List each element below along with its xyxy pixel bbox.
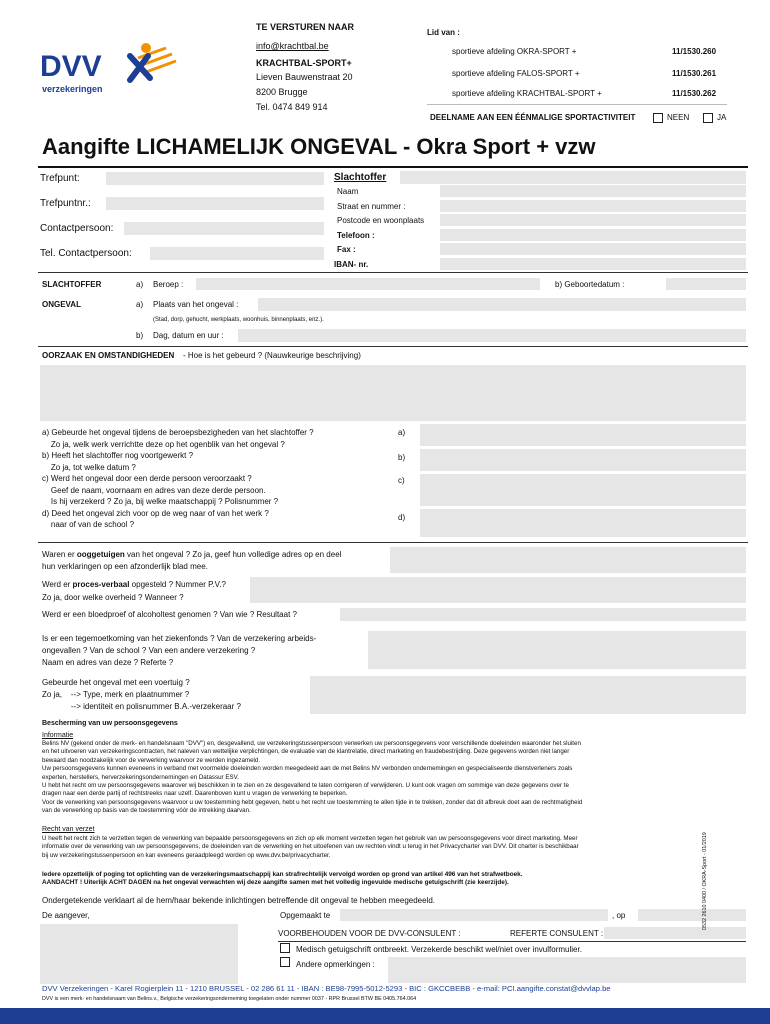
privacy-recht-line: bij uw verzekeringstussenpersoon en kan eveneens geraadpleegd worden op www.dvv.be/privacycharter. [42, 851, 331, 859]
voertuig-line-3: --> identiteit en polisnummer B.A.-verzekeraar ? [42, 702, 241, 711]
referte-label: REFERTE CONSULENT : [510, 929, 604, 938]
contactpersoon-field[interactable] [124, 222, 324, 235]
sign-intro: Ondergetekende verklaart al de hem/haar bekende inlichtingen betreffende dit ongeval te hebben meegedeeld. [42, 896, 436, 905]
header-divider [427, 104, 727, 105]
section-rule-1 [38, 272, 748, 273]
voorbehouden-label: VOORBEHOUDEN VOOR DE DVV-CONSULENT : [278, 929, 461, 938]
send-to-tel: Tel. 0474 849 914 [256, 102, 328, 112]
svg-text:DVV: DVV [40, 50, 102, 83]
member-row-1: sportieve afdeling OKRA-SPORT + [452, 47, 577, 56]
answer-c-field[interactable] [420, 474, 746, 506]
getuigen-line-1 [42, 550, 341, 560]
ongeval-a: a) [136, 300, 144, 309]
dag-label: Dag, datum en uur : [153, 331, 224, 340]
opmerkingen-field[interactable] [388, 957, 746, 983]
answer-c-label: c) [398, 476, 405, 485]
footer-line-1: DVV Verzekeringen - Karel Rogierplein 11 - 1210 BRUSSEL - 02 286 61 11 - IBAN : BE98-7995-5012-5293 - BIC : GKCCBEBB - e-mail: PCI.aangifte.constat@dvvlap.be [42, 984, 611, 993]
geboortedatum-field[interactable] [666, 278, 746, 290]
answer-d-label: d) [398, 513, 406, 522]
answer-a-field[interactable] [420, 424, 746, 446]
referte-field[interactable] [604, 927, 746, 939]
trefpunt-field[interactable] [106, 172, 324, 185]
logo-subtext: verzekeringen [42, 84, 103, 94]
privacy-info-text [42, 740, 754, 816]
victim-header-field[interactable] [400, 171, 746, 184]
consulent-rule [278, 941, 746, 942]
questions-block [42, 427, 392, 531]
getuigen-line-2: hun verklaringen op een afzonderlijk blad mee. [42, 562, 208, 571]
section-rule-3 [38, 542, 748, 543]
op-label: , op [612, 911, 626, 920]
question-line: c) Werd het ongeval door een derde persoon veroorzaakt ? [42, 474, 252, 483]
question-line: naar of van de school ? [42, 520, 135, 529]
victim-postcode-field[interactable] [440, 214, 746, 226]
opgemaakt-label: Opgemaakt te [280, 911, 331, 920]
ongeval-label: ONGEVAL [42, 300, 81, 309]
title-rule [38, 166, 748, 168]
answer-b-field[interactable] [420, 449, 746, 471]
contactpersoon-label: Contactpersoon: [40, 223, 114, 234]
victim-iban-field[interactable] [440, 258, 746, 270]
geboortedatum-label: b) Geboortedatum : [555, 280, 625, 289]
victim-iban-label: IBAN- nr. [334, 260, 369, 269]
page-title: Aangifte LICHAMELIJK ONGEVAL - Okra Sport + vzw [42, 134, 596, 159]
trefpuntnr-field[interactable] [106, 197, 324, 210]
victim-street-field[interactable] [440, 200, 746, 212]
footer-line-2: DVV is een merk- en handelsnaam van Belins.v., Belgische verzekeringsonderneming toegelaten onder nummer 0037 - RPR Brussel BTW BE 0405.764.064 [42, 996, 417, 1002]
privacy-recht-text [42, 835, 754, 860]
privacy-recht-line: informatie over de verwerking van uw persoonsgegevens, de doeleinden van de verwerking en het uitoefenen van uw rechten vindt u terug in het Privacycharter van DVV. Dit charter is beschikbaar [42, 843, 579, 851]
tegemoet-line-2: ongevallen ? Van de school ? Van een andere verzekering ? [42, 646, 256, 655]
member-code-3: 11/1530.262 [672, 89, 717, 98]
member-code-1: 11/1530.260 [672, 47, 717, 56]
aangever-label: De aangever, [42, 911, 90, 920]
privacy-title: Bescherming van uw persoonsgegevens [42, 720, 178, 727]
getuigen-pre: Waren er [42, 550, 77, 559]
bloed-field[interactable] [340, 608, 746, 621]
dvv-logo [38, 40, 178, 100]
victim-phone-field[interactable] [440, 229, 746, 241]
footer-side-code: 0532 2610 0400 / OKRA-Sport - 01/2019 [702, 832, 708, 930]
warning-line-2: AANDACHT ! Uiterlijk ACHT DAGEN na het ongeval verwachten wij deze aangifte samen met het volledig ingevulde medische getuigschrift (zie keerzijde). [42, 879, 509, 886]
question-line: a) Gebeurde het ongeval tijdens de beroepsbezigheden van het slachtoffer ? [42, 428, 314, 437]
question-line: Zo ja, welk werk verrichtte deze op het ogenblik van het ongeval ? [42, 439, 285, 449]
medisch-checkbox[interactable] [280, 943, 290, 953]
answer-b-label: b) [398, 453, 406, 462]
victim-fax-field[interactable] [440, 243, 746, 255]
tegemoet-field[interactable] [368, 631, 746, 669]
one-time-yes-label: JA [717, 113, 727, 122]
victim-fax-label: Fax : [337, 245, 356, 254]
ongeval-b: b) [136, 331, 144, 340]
signature-field[interactable] [40, 924, 238, 984]
answer-a-label: a) [398, 428, 406, 437]
answer-d-field[interactable] [420, 509, 746, 537]
voertuig-line-1: Gebeurde het ongeval met een voertuig ? [42, 678, 190, 687]
opgemaakt-field[interactable] [340, 909, 608, 921]
opmerkingen-checkbox[interactable] [280, 957, 290, 967]
dag-field[interactable] [238, 329, 746, 342]
tel-contact-field[interactable] [150, 247, 324, 260]
proces-bold: proces-verbaal [72, 580, 130, 589]
plaats-field[interactable] [258, 298, 746, 311]
voertuig-line-2: Zo ja, --> Type, merk en plaatnummer ? [42, 690, 190, 699]
one-time-yes-checkbox[interactable] [703, 113, 713, 123]
proces-line-1 [42, 580, 226, 590]
victim-street-label: Straat en nummer : [337, 202, 406, 211]
question-line: d) Deed het ongeval zich voor op de weg naar of van het werk ? [42, 508, 269, 518]
trefpuntnr-label: Trefpuntnr.: [40, 198, 91, 209]
member-row-3: sportieve afdeling KRACHTBAL-SPORT + [452, 89, 602, 98]
beroep-field[interactable] [196, 278, 540, 290]
privacy-info-line: bewaard dan noodzakelijk voor de verwerking waarvoor ze werden ingezameld. [42, 756, 261, 764]
privacy-info-line: Voor de verwerking van persoonsgegevens waarvoor u uw toestemming hebt gegeven, hebt u het recht uw toestemming te allen tijde in te trekken, zonder dat dit afbreuk doet aan de rechtmatigheid [42, 798, 583, 806]
question-line: Zo ja, tot welke datum ? [42, 462, 136, 472]
warning-line-1: Iedere opzettelijk of poging tot oplichting van de verzekeringsmaatschappij kan strafrechtelijk vervolgd worden op grond van artikel 496 van het strafwetboek. [42, 871, 523, 878]
privacy-info-line: dragen naar een derde partij of rechtstreeks naar uzelf. Daarenboven kunt u vragen de verwerking te beperken. [42, 790, 348, 798]
victim-postcode-label: Postcode en woonplaats [337, 216, 425, 225]
one-time-no-checkbox[interactable] [653, 113, 663, 123]
send-to-street: Lieven Bauwenstraat 20 [256, 72, 353, 82]
privacy-info-line: en het uitvoeren van verzekeringscontracten, het naleven van wettelijke verplichtingen, de evaluatie van de klantrelatie, direct marketing en fraudebestrijding. Deze gegevens worden niet langer [42, 748, 570, 756]
question-line: Is hij verzekerd ? Zo ja, bij welke maatschappij ? Polisnummer ? [42, 497, 279, 506]
one-time-no-label: NEEN [667, 113, 690, 122]
getuigen-field[interactable] [390, 547, 746, 573]
oorzaak-title: OORZAAK EN OMSTANDIGHEDEN [42, 351, 175, 360]
privacy-info-line: U hebt het recht om uw persoonsgegevens waarover wij beschikken in te zien en ze desgevallend te laten corrigeren of verwijderen. U kunt ook vragen om sommige van deze gegevens over te [42, 782, 569, 790]
privacy-info-title: Informatie [42, 732, 74, 739]
plaats-note: (Stad, dorp, gehucht, werkplaats, woonhuis, binnenplaats, enz.). [153, 317, 324, 323]
oorzaak-field[interactable] [40, 365, 746, 421]
privacy-info-line: Belins NV (gekend onder de merk- en handelsnaam "DVV") en, desgevallend, uw verzekeringstussenpersoon verwerken uw persoonsgegevens voor verschillende doeleinden waaronder het sluiten [42, 740, 581, 747]
send-to-email[interactable]: info@krachtbal.be [256, 41, 329, 51]
getuigen-post: van het ongeval ? Zo ja, geef hun volledige adres op en deel [124, 550, 342, 559]
oorzaak-question: - Hoe is het gebeurd ? (Nauwkeurige beschrijving) [183, 351, 361, 360]
send-to-city: 8200 Brugge [256, 87, 308, 97]
slachtoffer-label: SLACHTOFFER [42, 280, 102, 289]
send-to-org: KRACHTBAL-SPORT+ [256, 58, 352, 68]
privacy-recht-line: U heeft het recht zich te verzetten tegen de verwerking van bepaalde persoonsgegevens en zich op elk moment verzetten tegen het gebruik van uw persoonsgegevens voor direct marketing. Meer [42, 835, 578, 842]
getuigen-bold: ooggetuigen [76, 550, 125, 559]
opmerkingen-label: Andere opmerkingen : [296, 960, 375, 969]
tel-contact-label: Tel. Contactpersoon: [40, 248, 132, 259]
question-line: b) Heeft het slachtoffer nog voortgewerkt ? [42, 451, 194, 460]
footer-bar [0, 1008, 770, 1024]
op-date-field[interactable] [638, 909, 746, 921]
voertuig-field[interactable] [310, 676, 746, 714]
plaats-label: Plaats van het ongeval : [153, 300, 239, 309]
privacy-info-line: van de verwerking op basis van de toestemming vóór de intrekking daarvan. [42, 807, 251, 815]
beroep-label: Beroep : [153, 280, 184, 289]
section-rule-2 [38, 346, 748, 347]
trefpunt-label: Trefpunt: [40, 173, 80, 184]
victim-name-field[interactable] [440, 185, 746, 197]
one-time-label: DEELNAME AAN EEN ÉÉNMALIGE SPORTACTIVITEIT [430, 113, 636, 122]
victim-title: Slachtoffer [334, 172, 387, 183]
member-code-2: 11/1530.261 [672, 69, 717, 78]
victim-name-label: Naam [337, 187, 359, 196]
medisch-label: Medisch getuigschrift ontbreekt. Verzekerde beschikt wel/niet over invulformulier. [296, 945, 582, 954]
privacy-info-line: Uw persoonsgegevens kunnen eveneens in verband met voormelde doeleinden worden meegedeeld aan de met Belins NV verbonden ondernemingen en gespecialiseerde dienstverleners zoals [42, 765, 573, 773]
bloed-question: Werd er een bloedproef of alcoholtest genomen ? Van wie ? Resultaat ? [42, 610, 297, 619]
proces-line-2: Zo ja, door welke overheid ? Wanneer ? [42, 593, 184, 602]
question-line: Geef de naam, voornaam en adres van deze derde persoon. [42, 485, 266, 495]
member-row-2: sportieve afdeling FALOS-SPORT + [452, 69, 580, 78]
tegemoet-line-1: Is er een tegemoetkoming van het ziekenfonds ? Van de verzekering arbeids- [42, 634, 317, 643]
proces-post: opgesteld ? Nummer P.V.? [129, 580, 226, 589]
privacy-info-line: experten, herstellers, herverzekeringsondernemingen en Datassur ESV. [42, 773, 239, 781]
victim-phone-label: Telefoon : [337, 231, 375, 240]
tegemoet-line-3: Naam en adres van deze ? Referte ? [42, 658, 174, 667]
slachtoffer-a: a) [136, 280, 144, 289]
proces-pre: Werd er [42, 580, 73, 589]
member-title: Lid van : [427, 28, 460, 37]
privacy-recht-title: Recht van verzet [42, 826, 95, 833]
send-to-title: TE VERSTUREN NAAR [256, 22, 355, 32]
proces-field[interactable] [250, 577, 746, 603]
